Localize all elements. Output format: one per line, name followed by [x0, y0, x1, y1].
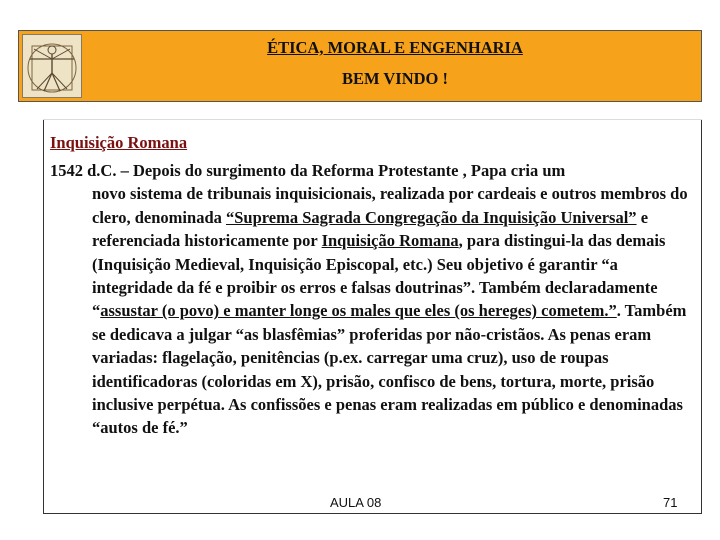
- text-run-4: . Também se dedicava a julgar “as blasfêmias” proferidas por não-cristãos. As penas eram variadas: flagelação, penitências (p.ex. carregar uma cruz), uso de roupas identificadoras (coloridas em X), prisão, confisco de bens, tortura, morte, prisão inclusive perpétua. As confissões e penas eram realizadas em público e denominadas “autos de fé.”: [92, 301, 687, 438]
- slide-title: ÉTICA, MORAL E ENGENHARIA: [267, 38, 523, 57]
- underlined-inquisicao-romana: Inquisição Romana: [321, 231, 459, 251]
- underlined-quote: assustar (o povo) e manter longe os males que eles (os hereges) cometem.”: [100, 301, 617, 321]
- underlined-congregation: “Suprema Sagrada Congregação da Inquisição Universal”: [226, 207, 637, 227]
- slide-subtitle: BEM VINDO !: [341, 69, 449, 88]
- vitruvian-man-icon: [22, 34, 82, 98]
- lead-line: 1542 d.C. – Depois do surgimento da Reforma Protestante , Papa cria um: [50, 161, 566, 180]
- section-heading: Inquisição Romana: [50, 133, 188, 152]
- body-paragraph: [50, 159, 698, 440]
- text-run-3: , para distingui-la das demais (Inquisição Medieval, Inquisição Episcopal, etc.) Seu objetivo é garantir “a integridade da fé e proibir os erros e falsas doutrinas”. Também declaradamente “: [92, 231, 666, 321]
- text-run-2: e referenciada historicamente por: [92, 207, 649, 251]
- text-run-1: novo sistema de tribunais inquisicionais, realizada por cardeais e outros membros do clero, denominada: [92, 184, 688, 227]
- paragraph-continuation: [50, 182, 698, 439]
- page-number: 71: [663, 495, 678, 510]
- footer-label: AULA 08: [330, 495, 382, 510]
- slide-header: [18, 30, 702, 102]
